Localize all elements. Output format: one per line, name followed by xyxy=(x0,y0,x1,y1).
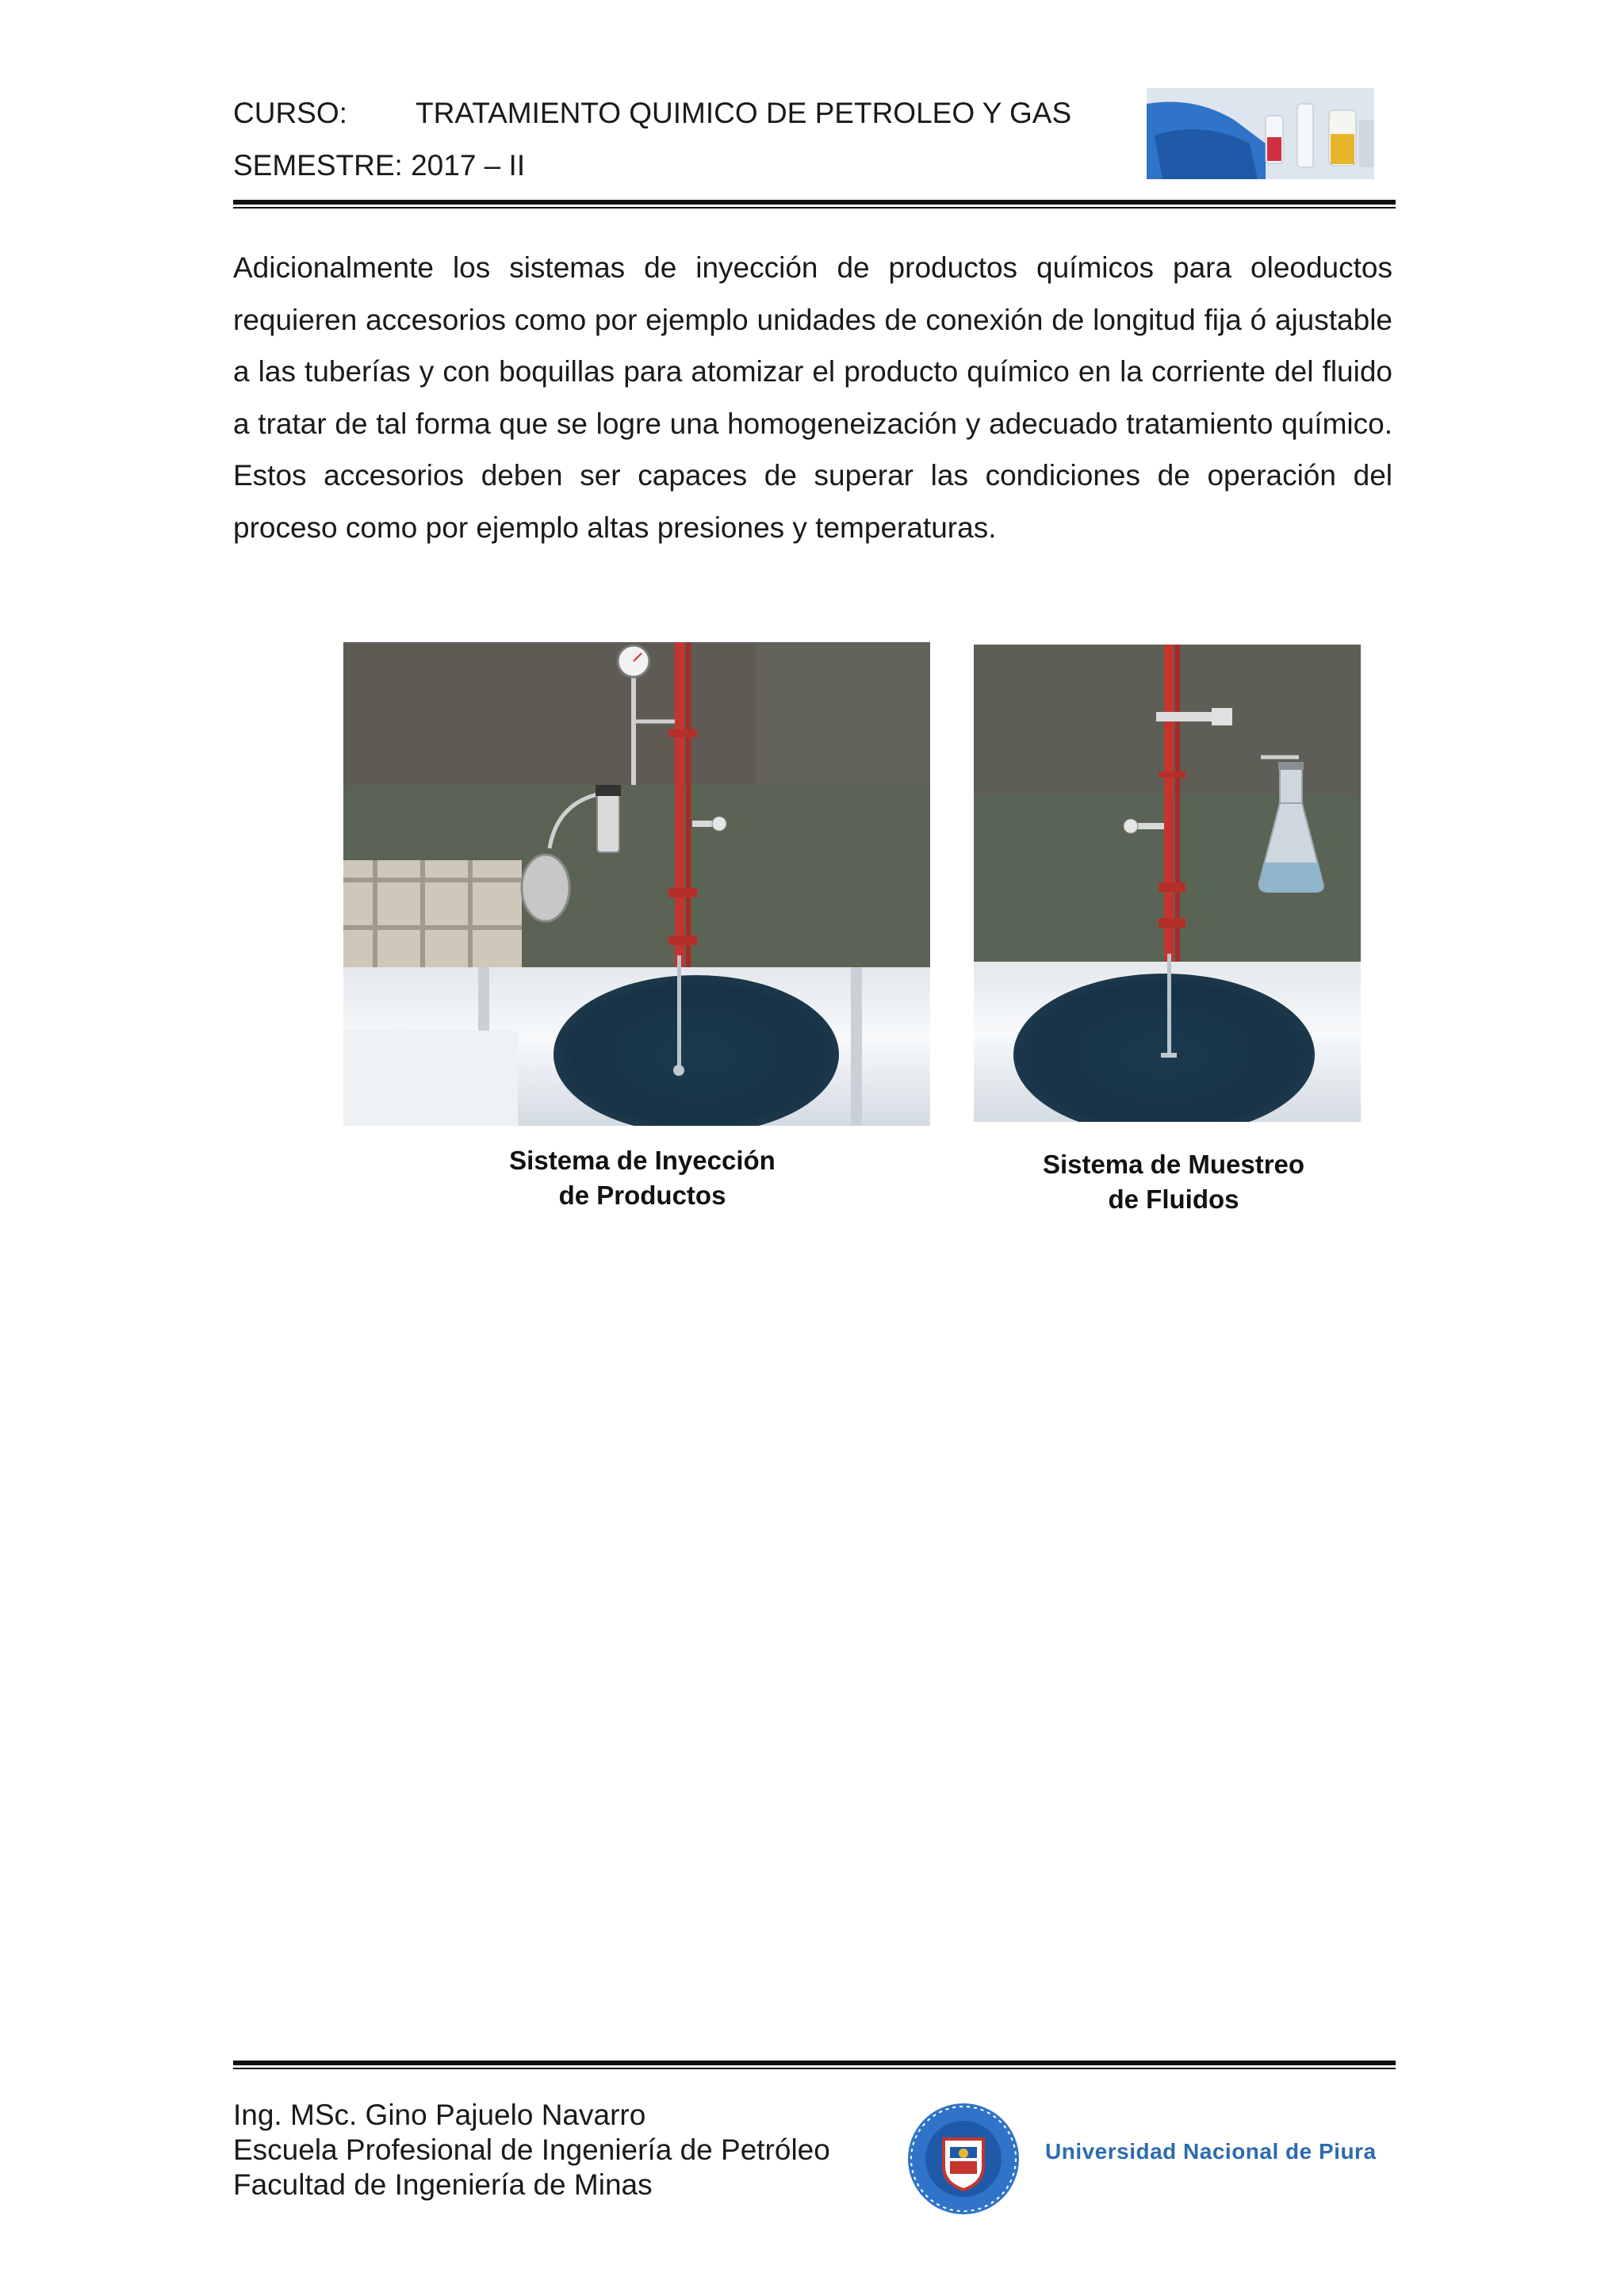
header-rule-thick xyxy=(233,200,1396,205)
school-name: Escuela Profesional de Ingeniería de Petróleo xyxy=(233,2133,830,2166)
caption-line: de Productos xyxy=(558,1181,726,1210)
figure-caption-injection xyxy=(444,1143,841,1213)
header-rule-thin xyxy=(233,207,1396,209)
caption-line: Sistema de Inyección xyxy=(509,1146,776,1175)
university-logo-text: Universidad Nacional de Piura xyxy=(1045,2139,1377,2164)
injection-system-image xyxy=(343,642,930,1126)
sampling-system-image xyxy=(974,645,1361,1122)
author-name: Ing. MSc. Gino Pajuelo Navarro xyxy=(233,2099,646,2131)
footer-rule-thin xyxy=(233,2068,1396,2069)
course-title: TRATAMIENTO QUIMICO DE PETROLEO Y GAS xyxy=(416,97,1072,129)
faculty-name: Facultad de Ingeniería de Minas xyxy=(233,2168,653,2201)
header-lab-image xyxy=(1147,88,1374,179)
university-seal-icon xyxy=(906,2101,1021,2217)
footer-rule-thick xyxy=(233,2061,1396,2065)
body-paragraph: Adicionalmente los sistemas de inyección de productos químicos para oleoductos requieren accesorios como por ejemplo unidades de conexión de longitud fija ó ajustable a las tuberías y con boquillas para atomizar el producto químico en la corriente del fluido a tratar de tal forma que se logre una homogeneización y adecuado tratamiento químico. Estos accesorios deben ser capaces de superar las condiciones de operación del proceso como por ejemplo altas presiones y temperaturas. xyxy=(233,251,1392,544)
caption-line: de Fluidos xyxy=(1108,1184,1239,1214)
course-label: CURSO: xyxy=(233,97,347,129)
semester-label: SEMESTRE: 2017 – II xyxy=(233,149,526,182)
figure-caption-sampling xyxy=(975,1147,1372,1217)
caption-line: Sistema de Muestreo xyxy=(1042,1150,1305,1179)
